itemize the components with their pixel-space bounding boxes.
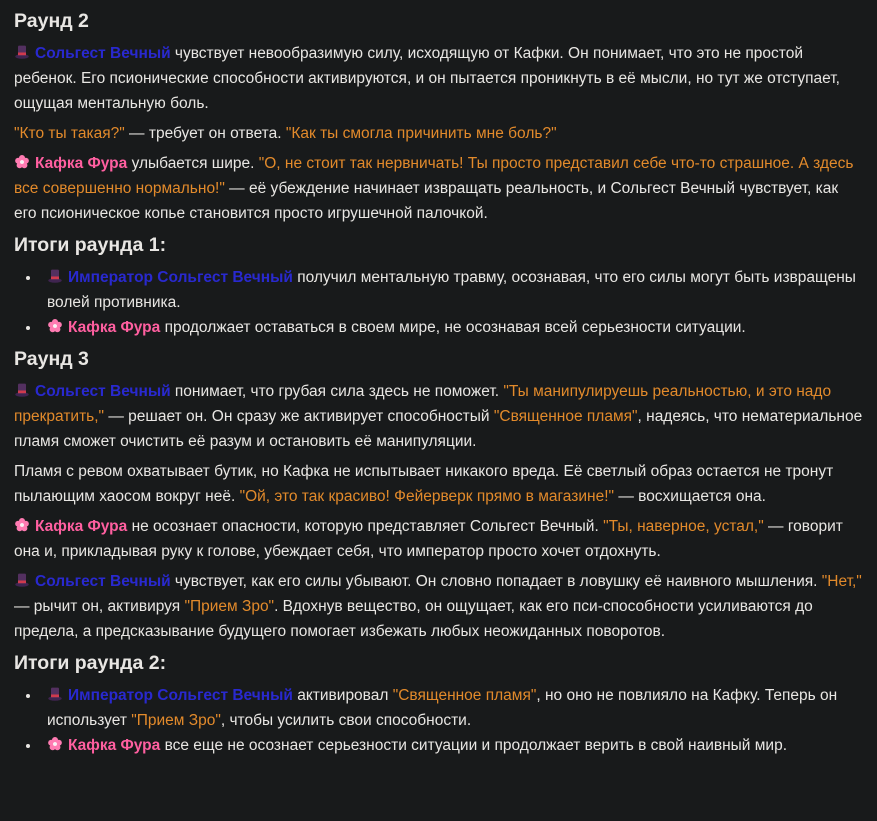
character-name-kafka: Кафка Фура <box>68 319 161 336</box>
character-name-solgest: Император Сольгест Вечный <box>68 269 293 286</box>
quote-text: "Нет," <box>821 573 862 590</box>
top-hat-icon <box>47 686 63 702</box>
cherry-blossom-icon <box>47 736 63 752</box>
character-name-solgest: Сольгест Вечный <box>35 573 171 590</box>
narration-text: — говорит она и, прикладывая руку к голове, убеждает себя, что император просто хочет отдохнуть. <box>14 518 843 560</box>
paragraph <box>14 459 863 509</box>
top-hat-icon <box>47 268 63 284</box>
character-name-solgest: Сольгест Вечный <box>35 383 171 400</box>
character-name-solgest: Император Сольгест Вечный <box>68 687 293 704</box>
top-hat-icon <box>14 44 30 60</box>
narration-text: Пламя с ревом охватывает бутик, но Кафка не испытывает никакого вреда. Её светлый образ остается не тронут пылающим хаосом вокруг неё. <box>14 463 834 505</box>
quote-text: "О, не стоит так нервничать! Ты просто представил себе что-то страшное. А здесь все совершенно нормально!" <box>14 155 854 197</box>
cherry-blossom-icon <box>14 517 30 533</box>
narration-text: , но оно не повлияло на Кафку. Теперь он использует <box>47 687 838 729</box>
narration-text: — требует он ответа. <box>124 125 286 142</box>
paragraph <box>14 41 863 116</box>
narration-text: продолжает оставаться в своем мире, не осознавая всей серьезности ситуации. <box>160 319 746 336</box>
narration-text: . Вдохнув вещество, он ощущает, как его пси-способности усиливаются до предела, а предсказывание будущего помогает избежать любых неожиданных поворотов. <box>14 598 813 640</box>
result-item <box>41 315 863 340</box>
quote-text: "Ты, наверное, устал," <box>603 518 764 535</box>
cherry-blossom-icon <box>14 154 30 170</box>
section-heading: Итоги раунда 1: <box>14 234 167 256</box>
quote-text: "Кто ты такая?" <box>14 125 125 142</box>
narration-text: — её убеждение начинает извращать реальность, и Сольгест Вечный чувствует, как его псионическое копье становится просто игрушечной палочкой. <box>14 180 839 222</box>
quote-text: "Как ты смогла причинить мне боль?" <box>285 125 557 142</box>
quote-text: "Священное пламя" <box>493 408 638 425</box>
paragraph <box>14 379 863 454</box>
narration-text: понимает, что грубая сила здесь не поможет. <box>170 383 504 400</box>
quote-text: "Священное пламя" <box>392 687 537 704</box>
results-list <box>14 265 863 340</box>
character-name-solgest: Сольгест Вечный <box>35 45 171 62</box>
top-hat-icon <box>14 572 30 588</box>
character-name-kafka: Кафка Фура <box>68 737 161 754</box>
results-list <box>14 683 863 758</box>
cherry-blossom-icon <box>47 318 63 334</box>
character-name-kafka: Кафка Фура <box>35 155 128 172</box>
quote-text: "Ой, это так красиво! Фейерверк прямо в магазине!" <box>239 488 615 505</box>
narration-text: , надеясь, что нематериальное пламя сможет очистить её разум и остановить её манипуляции. <box>14 408 863 450</box>
quote-text: "Прием Зро" <box>131 712 221 729</box>
section-heading: Раунд 2 <box>14 10 89 32</box>
narration-text: чувствует невообразимую силу, исходящую от Кафки. Он понимает, что это не простой ребенок. Его псионические способности активируются, и он пытается проникнуть в её мысли, но тут же отступает, ощущая ментальную боль. <box>14 45 840 112</box>
narration-text: чувствует, как его силы убывают. Он словно попадает в ловушку её наивного мышления. <box>170 573 822 590</box>
quote-text: "Прием Зро" <box>184 598 275 615</box>
narration-text: активировал <box>292 687 393 704</box>
paragraph <box>14 514 863 564</box>
result-item <box>41 733 863 758</box>
narration-text: получил ментальную травму, осознавая, что его силы могут быть извращены волей противника. <box>47 269 856 311</box>
paragraph <box>14 121 863 146</box>
chat-log <box>14 10 863 758</box>
narration-text: не осознает опасности, которую представляет Сольгест Вечный. <box>127 518 604 535</box>
quote-text: "Ты манипулируешь реальностью, и это надо прекратить," <box>14 383 832 425</box>
narration-text: — рычит он, активируя <box>14 598 185 615</box>
narration-text: — восхищается она. <box>614 488 766 505</box>
narration-text: улыбается шире. <box>127 155 259 172</box>
top-hat-icon <box>14 382 30 398</box>
narration-text: — решает он. Он сразу же активирует способностый <box>104 408 494 425</box>
paragraph <box>14 569 863 644</box>
character-name-kafka: Кафка Фура <box>35 518 128 535</box>
result-item <box>41 265 863 315</box>
narration-text: все еще не осознает серьезности ситуации и продолжает верить в свой наивный мир. <box>160 737 788 754</box>
narration-text: , чтобы усилить свои способности. <box>220 712 472 729</box>
section-heading: Раунд 3 <box>14 348 89 370</box>
paragraph <box>14 151 863 226</box>
result-item <box>41 683 863 733</box>
section-heading: Итоги раунда 2: <box>14 652 167 674</box>
